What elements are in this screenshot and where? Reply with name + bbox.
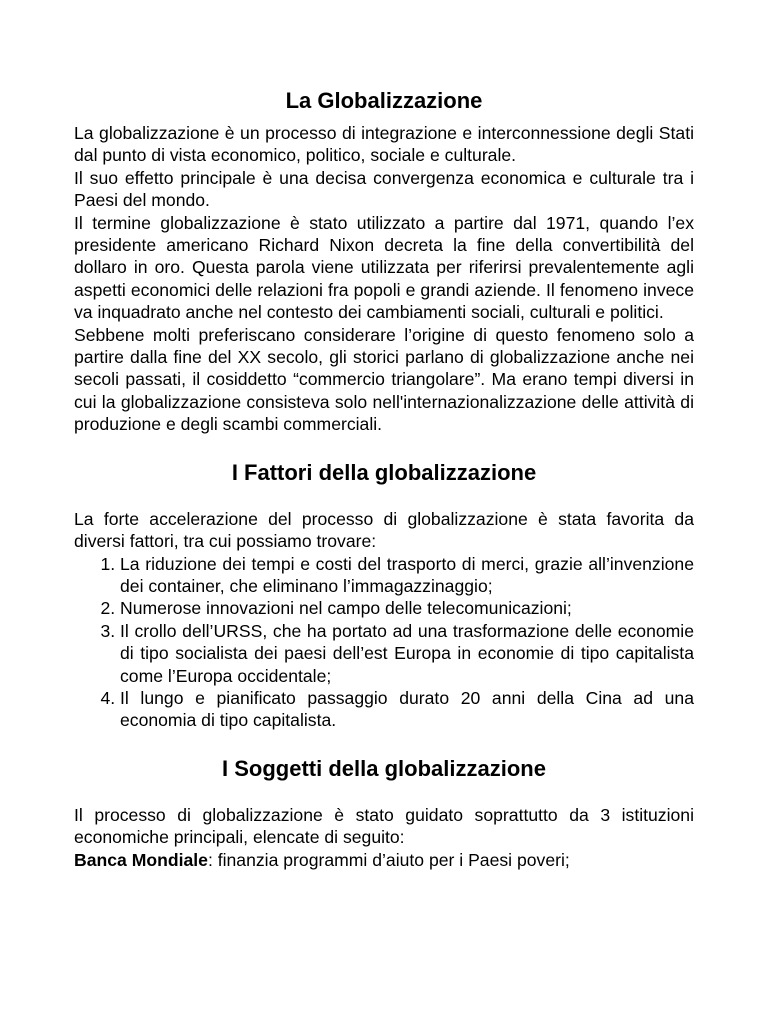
- list-item: 3. Il crollo dell’URSS, che ha portato ad una trasformazione delle economie di tipo socialista dei paesi dell’est Europa in economie di tipo capitalista come l’Europa occidentale;: [120, 620, 694, 687]
- factors-heading: I Fattori della globalizzazione: [231, 459, 537, 485]
- factors-list: [74, 553, 694, 732]
- list-item: 2. Numerose innovazioni nel campo delle telecomunicazioni;: [120, 597, 694, 619]
- list-item: 4. Il lungo e pianificato passaggio durato 20 anni della Cina ad una economia di tipo capitalista.: [120, 687, 694, 732]
- intro-paragraph-4: Sebbene molti preferiscano considerare l’origine di questo fenomeno solo a partire dalla fine del XX secolo, gli storici parlano di globalizzazione anche nei secoli passati, il cosiddetto “commercio triangolare”. Ma erano tempi diversi in cui la globalizzazione consisteva solo nell'internazionalizzazione delle attività di produzione e degli scambi commerciali.: [74, 324, 694, 435]
- list-item: 1. La riduzione dei tempi e costi del trasporto di merci, grazie all’invenzione dei container, che eliminano l’immagazzinaggio;: [120, 553, 694, 598]
- intro-paragraph-2: Il suo effetto principale è una decisa convergenza economica e culturale tra i Paesi del mondo.: [74, 167, 694, 211]
- subjects-lead: Il processo di globalizzazione è stato guidato soprattutto da 3 istituzioni economiche principali, elencate di seguito:: [74, 804, 694, 848]
- subject-definition: : finanzia programmi d’aiuto per i Paesi poveri;: [207, 849, 570, 870]
- factors-lead: La forte accelerazione del processo di globalizzazione è stata favorita da diversi fattori, tra cui possiamo trovare:: [74, 508, 694, 552]
- document-title: La Globalizzazione: [285, 88, 483, 113]
- subjects-heading: I Soggetti della globalizzazione: [222, 755, 546, 781]
- subject-term: Banca Mondiale: [74, 849, 208, 870]
- intro-paragraph-3: Il termine globalizzazione è stato utilizzato a partire dal 1971, quando l’ex presidente americano Richard Nixon decreta la fine della convertibilità del dollaro in oro. Questa parola viene utilizzata per riferirsi prevalentemente agli aspetti economici delle relazioni fra popoli e grandi aziende. Il fenomeno invece va inquadrato anche nel contesto dei cambiamenti sociali, culturali e politici.: [74, 212, 694, 323]
- document-page: [74, 86, 694, 871]
- subject-entry-banca-mondiale: [74, 849, 694, 871]
- intro-paragraph-1: La globalizzazione è un processo di integrazione e interconnessione degli Stati dal punto di vista economico, politico, sociale e culturale.: [74, 123, 694, 166]
